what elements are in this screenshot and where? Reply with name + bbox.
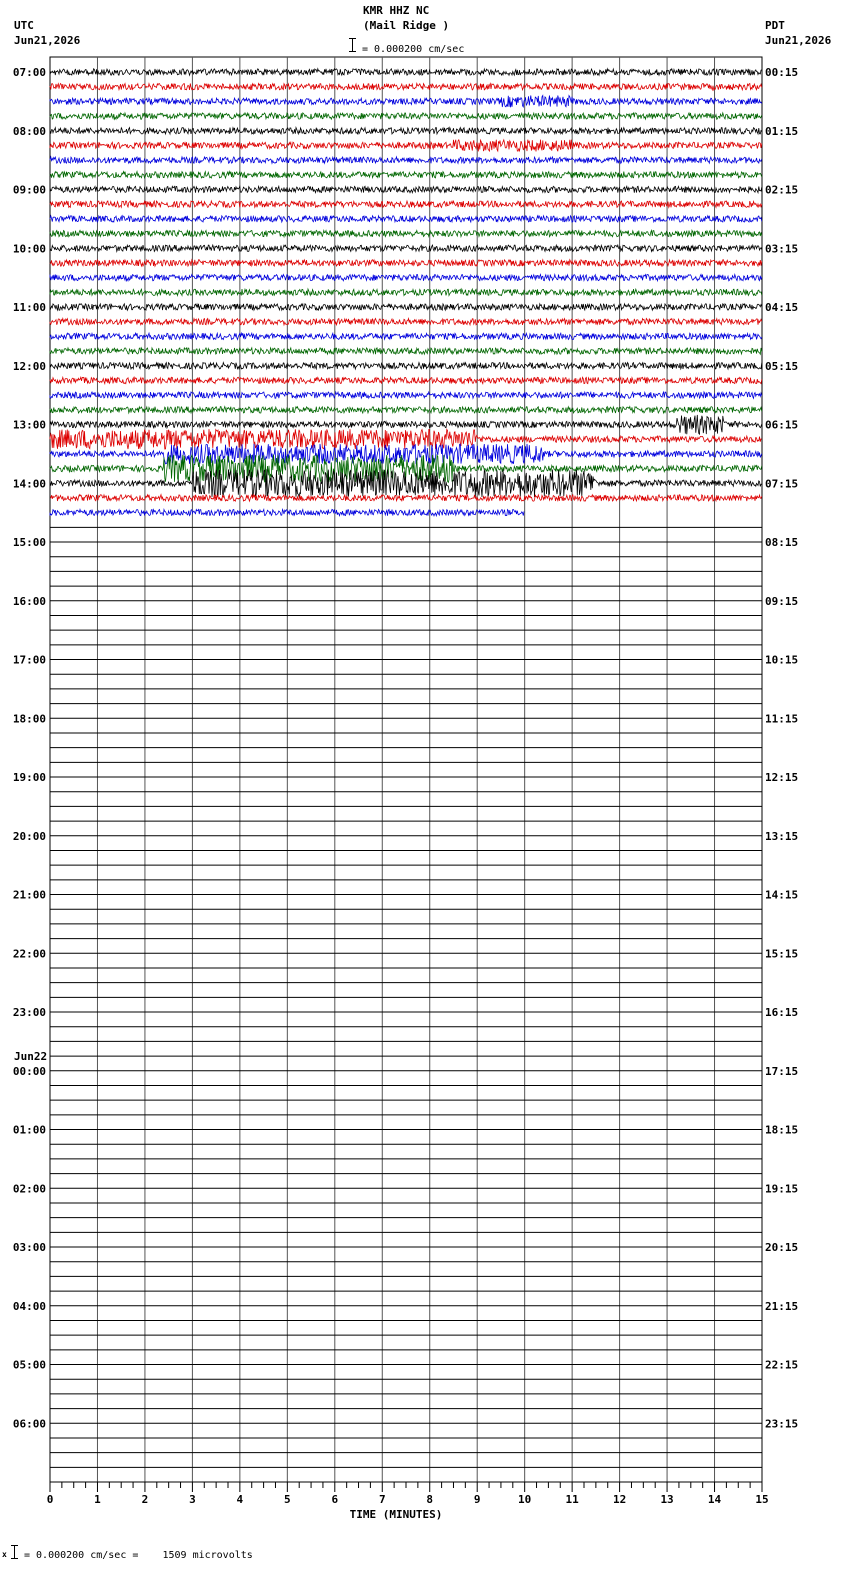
trace-line [50,319,762,325]
pdt-hour-label: 10:15 [765,653,799,667]
trace-line [50,113,762,119]
date-change-label: Jun22 [14,1049,48,1063]
utc-hour-label: 12:00 [12,359,46,373]
station-location: (Mail Ridge ) [363,19,450,32]
trace-line [50,260,762,266]
utc-hour-label: 16:00 [12,594,46,608]
trace-line [50,84,762,90]
trace-line [50,444,762,464]
utc-hour-label: 08:00 [12,124,46,138]
trace-group [50,69,762,516]
trace-line [50,363,762,369]
utc-hour-label: 15:00 [12,536,46,549]
right-timezone: PDT [765,19,785,32]
x-tick-label: 12 [612,1493,627,1506]
utc-hour-label: 04:00 [12,1299,46,1313]
trace-line [50,140,762,152]
pdt-hour-label: 05:15 [765,359,799,373]
utc-hour-label: 07:00 [12,66,46,79]
station-title: KMR HHZ NC [363,4,430,17]
pdt-hour-label: 01:15 [765,124,799,138]
trace-line [50,96,762,108]
x-tick-label: 1 [94,1493,101,1506]
right-date: Jun21,2026 [765,34,832,47]
footer-scale-bar-cap-top [11,1545,18,1546]
utc-hour-label: 19:00 [12,771,46,784]
x-tick-label: 13 [660,1493,674,1506]
utc-hour-label: 13:00 [12,418,46,432]
x-tick-label: 5 [284,1493,291,1506]
utc-hour-label: 22:00 [12,947,46,961]
pdt-hour-label: 11:15 [765,712,799,726]
trace-line [50,186,762,192]
footer-scale-label: = 0.000200 cm/sec = 1509 microvolts [24,1550,253,1561]
footer-scale-bar-icon [14,1545,15,1559]
x-tick-label: 11 [565,1493,579,1506]
utc-hour-label: 10:00 [12,242,46,256]
utc-hour-label: 21:00 [12,888,46,902]
pdt-hour-label: 18:15 [765,1123,799,1137]
trace-line [50,392,762,398]
x-tick-label: 4 [236,1493,244,1506]
pdt-hour-label: 15:15 [765,947,799,961]
x-tick-label: 6 [331,1493,339,1506]
x-tick-label: 0 [46,1493,54,1506]
pdt-hour-label: 09:15 [765,594,799,608]
pdt-hour-label: 16:15 [765,1006,799,1019]
x-tick-label: 7 [378,1493,386,1506]
trace-line [50,348,762,354]
pdt-hour-label: 17:15 [765,1064,799,1078]
pdt-hour-label: 04:15 [765,301,799,314]
x-tick-label: 8 [426,1493,434,1506]
trace-line [50,407,762,413]
trace-line [50,304,762,310]
utc-hour-label: 11:00 [12,301,46,314]
trace-line [50,69,762,75]
pdt-hour-label: 21:15 [765,1299,799,1313]
trace-line [50,377,762,383]
utc-hour-label: 00:00 [12,1064,46,1078]
trace-line [50,172,762,178]
scale-label: = 0.000200 cm/sec [362,44,465,55]
x-tick-label: 9 [473,1493,481,1506]
utc-hour-label: 09:00 [12,183,46,197]
pdt-hour-label: 14:15 [765,888,799,902]
x-tick-label: 15 [755,1493,769,1506]
pdt-hour-label: 02:15 [765,183,799,197]
trace-line [50,274,762,280]
plot-border [50,57,762,1482]
pdt-hour-label: 13:15 [765,829,799,843]
x-tick-label: 3 [189,1493,196,1506]
x-axis-label: TIME (MINUTES) [349,1508,443,1521]
utc-hour-label: 20:00 [12,829,46,843]
utc-hour-label: 06:00 [12,1417,46,1431]
x-tick-label: 10 [518,1493,532,1506]
left-timezone: UTC [14,19,34,32]
plot-grid [50,57,762,1482]
pdt-hour-label: 23:15 [765,1417,799,1431]
x-axis [47,1482,769,1521]
pdt-hour-label: 22:15 [765,1358,799,1372]
utc-hour-label: 05:00 [12,1358,46,1372]
trace-line [50,429,762,449]
pdt-hour-label: 12:15 [765,771,799,784]
trace-line [50,128,762,134]
utc-hour-label: 14:00 [12,477,46,491]
pdt-hour-label: 19:15 [765,1182,799,1196]
pdt-hour-label: 08:15 [765,536,799,549]
trace-line [50,216,762,222]
footer-marker: x [2,1550,7,1559]
pdt-hour-label: 03:15 [765,242,799,256]
utc-hour-label: 17:00 [12,653,46,667]
pdt-hour-label: 00:15 [765,66,799,79]
trace-line [50,245,762,251]
trace-line [50,230,762,236]
utc-hour-label: 02:00 [12,1182,46,1196]
utc-hour-label: 18:00 [12,712,46,726]
utc-hour-label: 23:00 [12,1006,46,1019]
trace-line [50,495,762,501]
trace-line [50,201,762,207]
trace-line [50,157,762,163]
pdt-hour-label: 20:15 [765,1241,799,1254]
x-tick-label: 2 [141,1493,149,1506]
trace-line [50,333,762,339]
left-date: Jun21,2026 [14,34,81,47]
utc-hour-label: 01:00 [12,1123,46,1137]
pdt-hour-label: 07:15 [765,477,799,491]
pdt-hour-label: 06:15 [765,418,799,432]
footer-scale-bar-cap-bottom [11,1558,18,1559]
utc-hour-label: 03:00 [12,1241,46,1254]
x-tick-label: 14 [707,1493,722,1506]
trace-line [50,289,762,295]
